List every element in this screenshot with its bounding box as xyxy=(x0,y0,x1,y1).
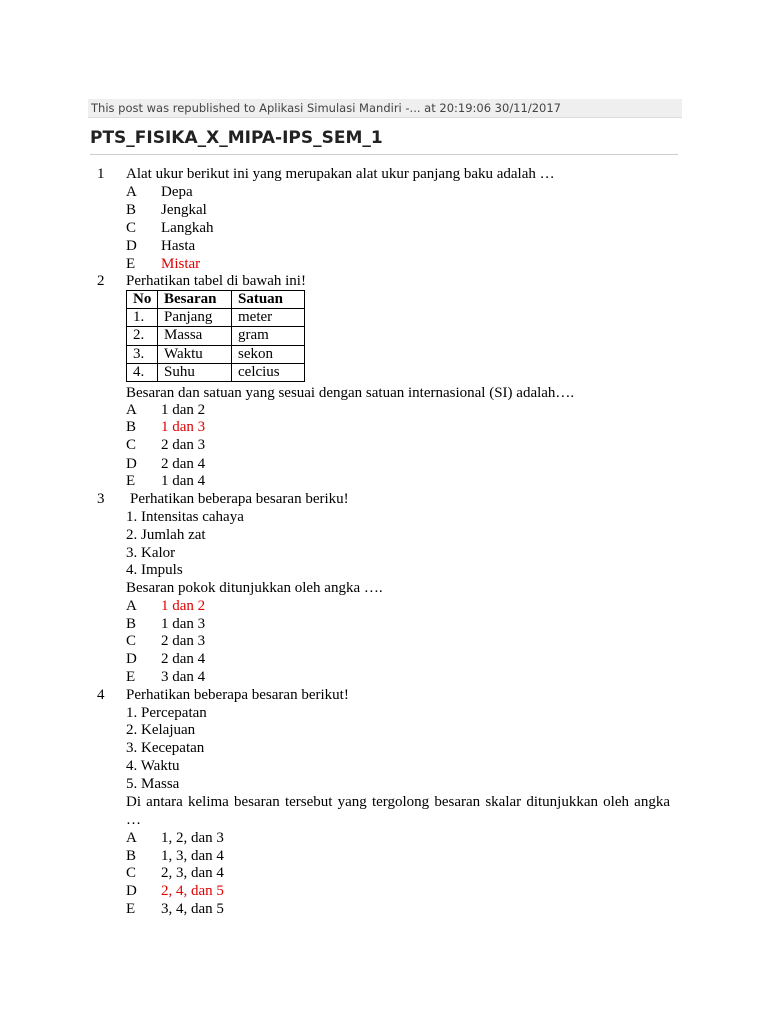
option-letter: B xyxy=(126,202,137,218)
option-text: 1 dan 2 xyxy=(161,402,206,418)
option-letter: D xyxy=(126,651,137,667)
table-cell: Waktu xyxy=(158,345,232,363)
question-text: Perhatikan beberapa besaran berikut! xyxy=(126,687,349,703)
option-text: 2, 3, dan 4 xyxy=(161,865,224,881)
list-item: 1. Intensitas cahaya xyxy=(126,509,244,525)
question-number: 1 xyxy=(97,166,105,182)
option-text: 2 dan 3 xyxy=(161,437,206,453)
table-cell: gram xyxy=(232,327,305,345)
table-cell: 1. xyxy=(127,309,158,327)
table-cell: 4. xyxy=(127,363,158,381)
option-letter: C xyxy=(126,865,137,881)
table-header-row xyxy=(127,291,305,309)
question-number: 3 xyxy=(97,491,105,507)
question-text: Besaran pokok ditunjukkan oleh angka …. xyxy=(126,580,383,596)
table-cell: Panjang xyxy=(158,309,232,327)
list-item: 3. Kecepatan xyxy=(126,740,205,756)
option-text: 2 dan 4 xyxy=(161,456,206,472)
besaran-table xyxy=(126,290,305,382)
question-text: Perhatikan tabel di bawah ini! xyxy=(126,273,306,289)
list-item: 4. Waktu xyxy=(126,758,180,774)
correct-answer-text: Mistar xyxy=(161,256,201,272)
table-header-cell: No xyxy=(127,291,158,309)
correct-answer-text: 1 dan 2 xyxy=(161,598,206,614)
option-text: Langkah xyxy=(161,220,214,236)
list-item: 2. Kelajuan xyxy=(126,722,196,738)
question-text: Besaran dan satuan yang sesuai dengan satuan internasional (SI) adalah…. xyxy=(126,385,575,401)
option-letter: B xyxy=(126,848,137,864)
page-title: PTS_FISIKA_X_MIPA-IPS_SEM_1 xyxy=(90,128,383,148)
option-letter: E xyxy=(126,473,136,489)
table-cell: Massa xyxy=(158,327,232,345)
option-letter: A xyxy=(126,830,137,846)
option-letter: E xyxy=(126,901,136,917)
list-item: 2. Jumlah zat xyxy=(126,527,206,543)
option-letter: D xyxy=(126,238,137,254)
option-text: 2 dan 4 xyxy=(161,651,206,667)
option-text: 1 dan 3 xyxy=(161,616,206,632)
question-text-continuation: … xyxy=(126,812,141,828)
question-text: Alat ukur berikut ini yang merupakan alat ukur panjang baku adalah … xyxy=(126,166,555,182)
option-letter: A xyxy=(126,598,137,614)
table-cell: 3. xyxy=(127,345,158,363)
correct-answer-text: 2, 4, dan 5 xyxy=(161,883,224,899)
option-text: Jengkal xyxy=(161,202,207,218)
option-text: 3, 4, dan 5 xyxy=(161,901,224,917)
option-text: 1 dan 4 xyxy=(161,473,206,489)
option-letter: E xyxy=(126,256,136,272)
table-row xyxy=(127,345,305,363)
option-text: 2 dan 3 xyxy=(161,633,206,649)
question-text: Perhatikan beberapa besaran beriku! xyxy=(130,491,349,507)
option-text: 1, 3, dan 4 xyxy=(161,848,224,864)
option-letter: C xyxy=(126,437,137,453)
table-cell: Suhu xyxy=(158,363,232,381)
option-text: Hasta xyxy=(161,238,196,254)
list-item: 3. Kalor xyxy=(126,545,176,561)
table-row xyxy=(127,327,305,345)
table-cell: sekon xyxy=(232,345,305,363)
option-letter: B xyxy=(126,419,137,435)
correct-answer-text: 1 dan 3 xyxy=(161,419,206,435)
question-number: 2 xyxy=(97,273,105,289)
table-cell: meter xyxy=(232,309,305,327)
list-item: 5. Massa xyxy=(126,776,180,792)
list-item: 1. Percepatan xyxy=(126,705,207,721)
table-header-cell: Satuan xyxy=(232,291,305,309)
question-number: 4 xyxy=(97,687,105,703)
table-row xyxy=(127,363,305,381)
option-letter: E xyxy=(126,669,136,685)
option-letter: B xyxy=(126,616,137,632)
option-text: Depa xyxy=(161,184,193,200)
option-letter: C xyxy=(126,633,137,649)
option-letter: C xyxy=(126,220,137,236)
option-letter: D xyxy=(126,883,137,899)
table-header-cell: Besaran xyxy=(158,291,232,309)
list-item: 4. Impuls xyxy=(126,562,183,578)
option-text: 3 dan 4 xyxy=(161,669,206,685)
table-cell: celcius xyxy=(232,363,305,381)
option-letter: A xyxy=(126,184,137,200)
option-letter: D xyxy=(126,456,137,472)
title-divider xyxy=(90,154,678,155)
table-cell: 2. xyxy=(127,327,158,345)
option-letter: A xyxy=(126,402,137,418)
table-row xyxy=(127,309,305,327)
republish-notice: This post was republished to Aplikasi Simulasi Mandiri -... at 20:19:06 30/11/2017 xyxy=(88,99,682,118)
option-text: 1, 2, dan 3 xyxy=(161,830,224,846)
question-text: Di antara kelima besaran tersebut yang tergolong besaran skalar ditunjukkan oleh angka xyxy=(126,794,670,810)
